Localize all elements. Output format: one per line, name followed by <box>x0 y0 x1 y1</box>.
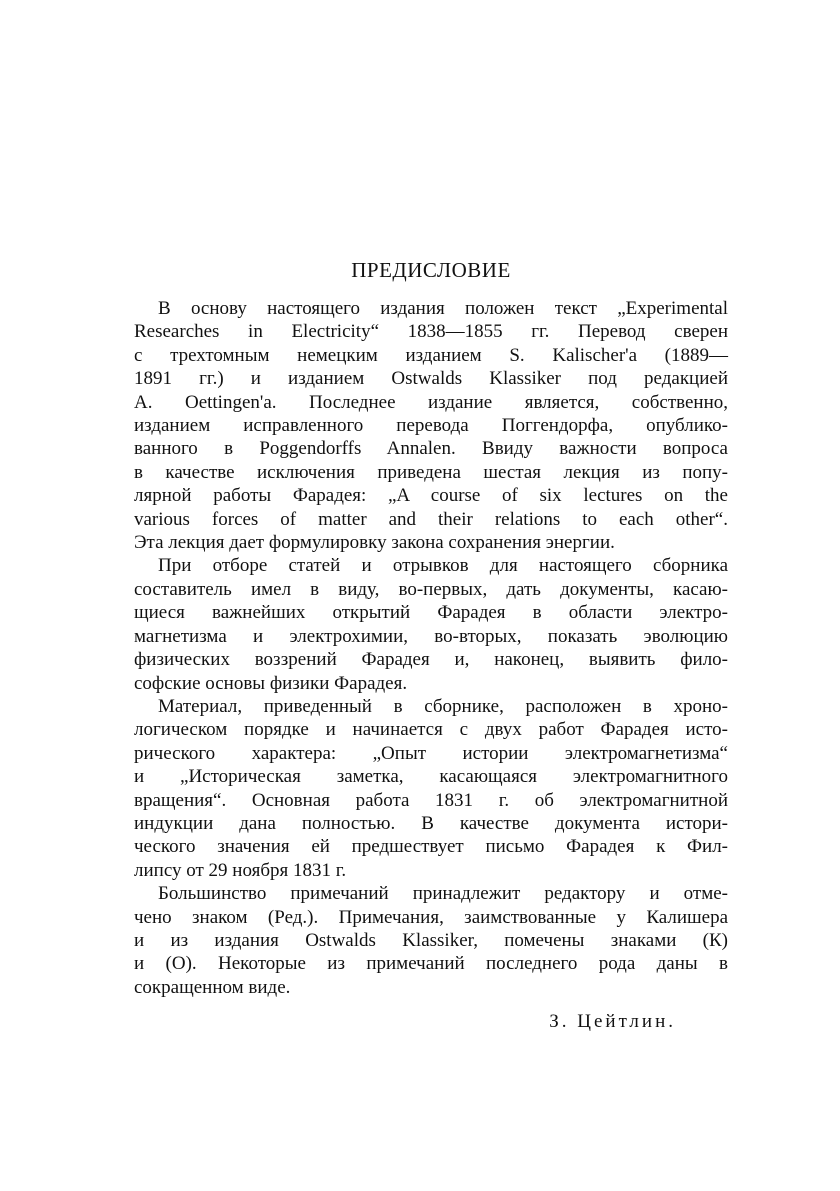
text-line: рического характера: „Опыт истории электромагнетизма“ <box>134 742 728 764</box>
author-signature: З. Цейтлин. <box>549 1011 676 1033</box>
text-line: физических воззрений Фарадея и, наконец, выявить фило- <box>134 649 728 671</box>
text-line: ческого значения ей предшествует письмо Фарадея к Фил- <box>134 836 728 858</box>
text-line: и „Историческая заметка, касающаяся электромагнитного <box>134 766 728 788</box>
paragraph-2 <box>134 554 728 694</box>
text-line: Материал, приведенный в сборнике, расположен в хроно- <box>158 695 728 717</box>
text-line: При отборе статей и отрывков для настоящего сборника <box>158 555 728 577</box>
text-line: ванного в Poggendorffs Annalen. Ввиду важности вопроса <box>134 438 728 460</box>
text-line: Большинство примечаний принадлежит редактору и отме- <box>158 883 728 905</box>
text-line: и (О). Некоторые из примечаний последнего рода даны в <box>134 953 728 975</box>
text-line: лярной работы Фарадея: „A course of six lectures on the <box>134 485 728 507</box>
text-line: Researches in Electricity“ 1838—1855 гг. Перевод сверен <box>134 321 728 343</box>
text-line: сокращенном виде. <box>134 976 291 998</box>
paragraph-4 <box>134 882 728 999</box>
text-line: индукции дана полностью. В качестве документа истори- <box>134 812 728 834</box>
text-line: чено знаком (Ред.). Примечания, заимствованные у Калишера <box>134 906 728 928</box>
text-line: софские основы физики Фарадея. <box>134 672 408 694</box>
page-title: ПРЕДИСЛОВИЕ <box>351 258 511 282</box>
text-line: various forces of matter and their relations to each other“. <box>134 508 728 530</box>
text-line: в качестве исключения приведена шестая лекция из попу- <box>134 461 728 483</box>
text-line: 1891 гг.) и изданием Ostwalds Klassiker под редакцией <box>134 368 728 390</box>
text-line: магнетизма и электрохимии, во-вторых, показать эволюцию <box>134 625 728 647</box>
paragraph-3 <box>134 695 728 882</box>
text-line: Эта лекция дает формулировку закона сохранения энергии. <box>134 532 615 554</box>
text-line: A. Oettingen'а. Последнее издание является, собственно, <box>134 391 728 413</box>
text-line: составитель имел в виду, во-первых, дать документы, касаю- <box>134 578 728 600</box>
paragraph-1 <box>134 297 728 554</box>
preface-page <box>134 258 728 1033</box>
text-line: щиеся важнейших открытий Фарадея в области электро- <box>134 602 728 624</box>
text-line: и из издания Ostwalds Klassiker, помечены знаками (К) <box>134 929 728 951</box>
text-line: вращения“. Основная работа 1831 г. об электромагнитной <box>134 789 728 811</box>
text-line: В основу настоящего издания положен текст „Experimental <box>158 298 728 319</box>
text-line: с трехтомным немецким изданием S. Kalischer'а (1889— <box>134 344 728 366</box>
text-line: логическом порядке и начинается с двух работ Фарадея исто- <box>134 719 728 741</box>
text-line: изданием исправленного перевода Поггендорфа, опублико- <box>134 415 728 437</box>
text-line: липсу от 29 ноября 1831 г. <box>134 859 347 881</box>
